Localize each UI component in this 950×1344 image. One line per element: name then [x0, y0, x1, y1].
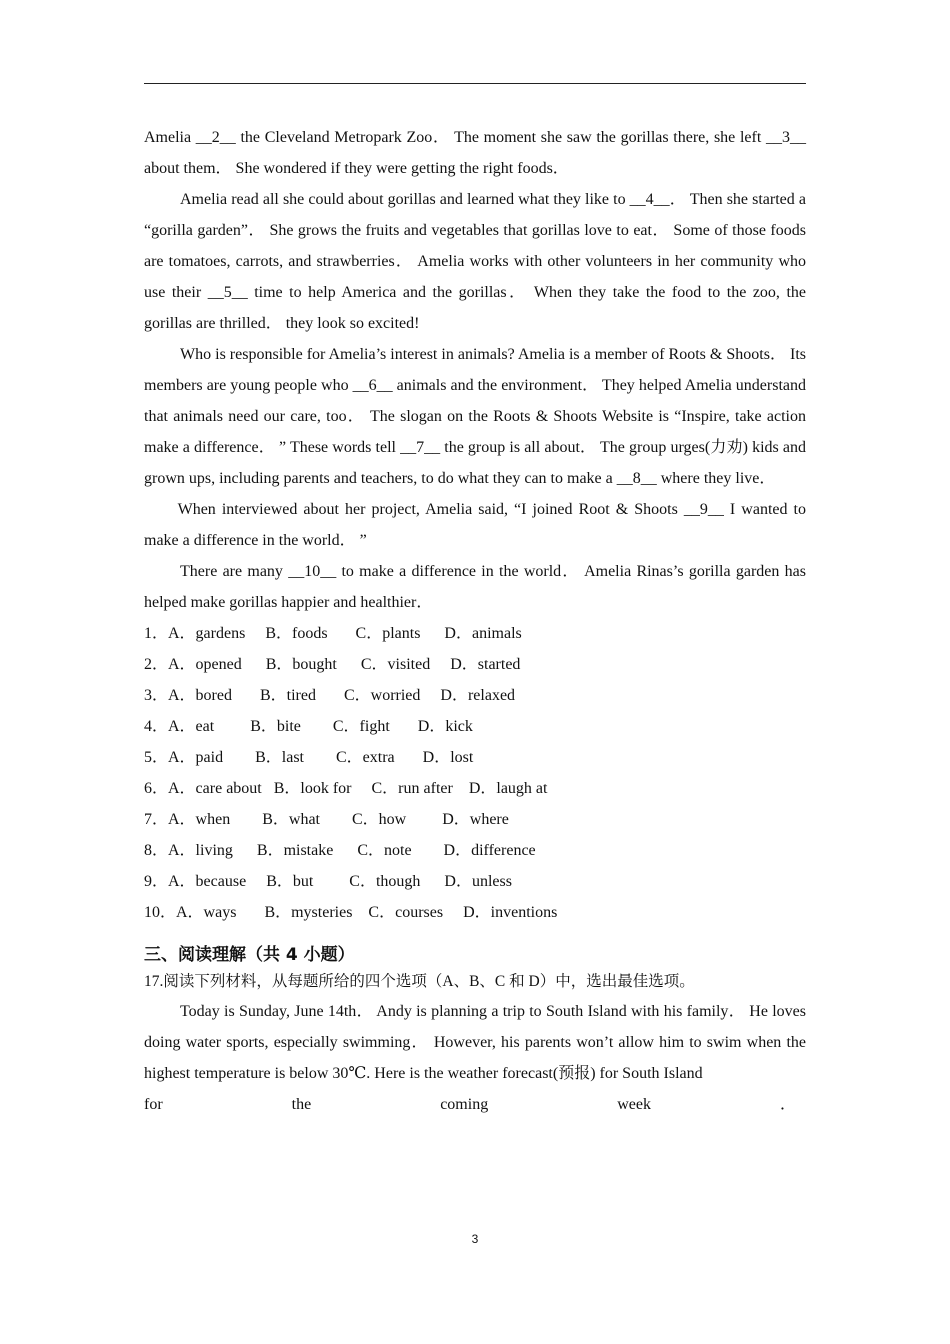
reading-paragraph-1: Today is Sunday, June 14th． Andy is planning a trip to South Island with his family． He loves doing water sports, especially swimming． However, his parents won’t allow him to swim when the highest temperature is below 30℃. Here is the weather forecast(预报) for South Island	[144, 1003, 806, 1082]
last-line-word: coming	[440, 1096, 489, 1113]
option-row-7: 7．A．when B．what C．how D．where	[144, 811, 509, 828]
option-row-1: 1．A．gardens B．foods C．plants D．animals	[144, 625, 522, 642]
last-line-word: week	[617, 1096, 651, 1113]
page-number: 3	[471, 1232, 479, 1246]
passage-paragraph-5: There are many __10__ to make a difference in the world． Amelia Rinas’s gorilla garden has helped make gorillas happier and healthier．	[144, 563, 806, 611]
page-content	[144, 122, 806, 1120]
last-line-word: the	[291, 1096, 312, 1113]
passage-paragraph-1: Amelia __2__ the Cleveland Metropark Zoo． The moment she saw the gorillas there, she left __3__ about them． She wondered if they were getting the right foods．	[144, 129, 806, 177]
option-row-2: 2．A．opened B．bought C．visited D．started	[144, 656, 521, 673]
reading-last-line	[144, 1089, 806, 1120]
last-line-word: ．	[779, 1096, 796, 1113]
section-instruction: 17.阅读下列材料，从每题所给的四个选项（A、B、C 和 D）中，选出最佳选项。	[144, 973, 695, 990]
passage-paragraph-3: Who is responsible for Amelia’s interest in animals? Amelia is a member of Roots & Shoots． Its members are young people who __6__ animals and the environment． They helped Amelia understand that animals need our care, too． The slogan on the Roots & Shoots Website is “Inspire, take action make a difference． ” These words tell __7__ the group is all about． The group urges(力劝) kids and grown ups, including parents and teachers, to do what they can to make a __8__ where they live．	[144, 346, 807, 487]
option-row-3: 3．A．bored B．tired C．worried D．relaxed	[144, 687, 516, 704]
option-row-5: 5．A．paid B．last C．extra D．lost	[144, 749, 474, 766]
passage-paragraph-2: Amelia read all she could about gorillas and learned what they like to __4__． Then she started a “gorilla garden”． She grows the fruits and vegetables that gorillas love to eat． Some of those foods are tomatoes, carrots, and strawberries． Amelia works with other volunteers in her community who use their __5__ time to help America and the gorillas． When they take the food to the zoo, the gorillas are thrilled． they look so excited!	[144, 191, 806, 332]
option-row-8: 8．A．living B．mistake C．note D．difference	[144, 842, 536, 859]
options-list	[144, 618, 806, 928]
passage-paragraph-4: When interviewed about her project, Amelia said, “I joined Root & Shoots __9__ I wanted to make a difference in the world． ”	[144, 501, 806, 549]
option-row-4: 4．A．eat B．bite C．fight D．kick	[144, 718, 473, 735]
option-row-6: 6．A．care about B．look for C．run after D．laugh at	[144, 780, 548, 797]
header-rule	[144, 83, 806, 84]
option-row-9: 9．A．because B．but C．though D．unless	[144, 873, 512, 890]
section-heading: 三、阅读理解（共 4 小题）	[144, 945, 355, 965]
option-row-10: 10．A．ways B．mysteries C．courses D．inventions	[144, 904, 558, 921]
last-line-word: for	[144, 1096, 163, 1113]
